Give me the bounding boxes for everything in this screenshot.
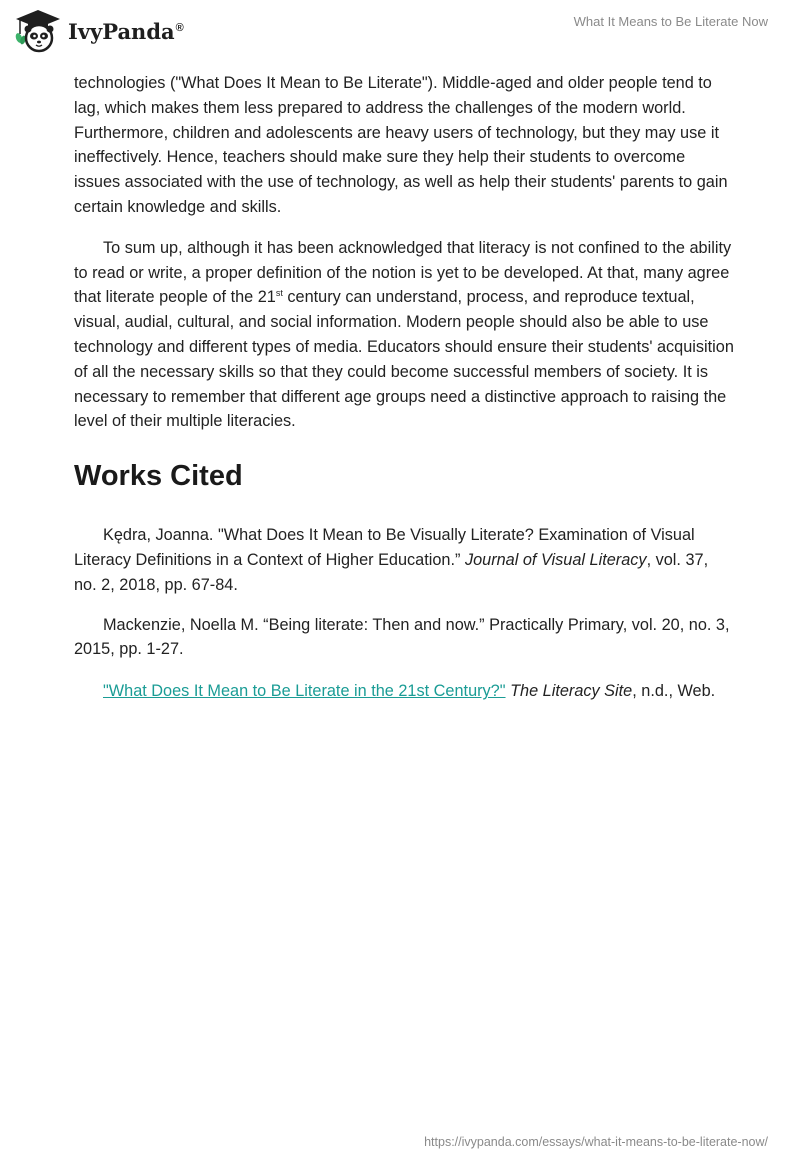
citation-details: , n.d., Web. xyxy=(632,682,716,701)
citation-mackenzie: Mackenzie, Noella M. “Being literate: Then and now.” Practically Primary, vol. 20, no. 3, 2015, pp. 1-27. xyxy=(74,615,730,659)
works-cited-heading: Works Cited xyxy=(74,460,243,493)
panda-graduate-icon xyxy=(14,8,62,54)
citation-literacy-site xyxy=(74,679,734,704)
body-paragraph: technologies ("What Does It Mean to Be Literate"). Middle-aged and older people tend to lag, which makes them less prepared to address the challenges of the modern world. Furthermore, children and adolescents are heavy users of technology, but they may use it ineffectively. Hence, teachers should make sure they help their students to overcome issues associated with the use of technology, as well as help their students' parents to gain certain knowledge and skills. xyxy=(74,74,728,216)
page-header xyxy=(0,0,800,62)
ivypanda-logo[interactable] xyxy=(14,8,184,54)
document-title: What It Means to Be Literate Now xyxy=(573,14,768,29)
conclusion-paragraph xyxy=(74,236,734,434)
citation-site-name: The Literacy Site xyxy=(510,682,633,701)
essay-content xyxy=(74,71,734,704)
citation-kedra xyxy=(74,523,734,597)
citation-link[interactable]: "What Does It Mean to Be Literate in the 21st Century?" xyxy=(103,682,506,701)
citation-details: , vol. 37, no. 2, 2018, pp. 67-84. xyxy=(74,550,709,594)
logo-wordmark xyxy=(68,19,184,44)
citation-text: Kędra, Joanna. "What Does It Mean to Be Visually Literate? Examination of Visual Literacy Definitions in a Context of Higher Education.” xyxy=(74,526,695,569)
conclusion-text-start: To sum up, although it has been acknowledged that literacy is not confined to the ability to read or write, a proper definition of the notion is yet to be developed. At that, many agree that literate people of the 21 xyxy=(74,238,732,307)
conclusion-text-end: century can understand, process, and reproduce textual, visual, audial, cultural, and social information. Modern people should also be able to use technology and different types of media. Educators should ensure their students' acquisition of all the necessary skills so that they could become successful members of society. It is necessary to remember that different age groups need a distinctive approach to raising the level of their multiple literacies. xyxy=(74,288,734,431)
logo-text: IvyPanda xyxy=(68,18,175,44)
citation-journal: Journal of Visual Literacy xyxy=(464,550,647,569)
registered-mark: ® xyxy=(175,21,184,34)
footer-url[interactable]: https://ivypanda.com/essays/what-it-means-to-be-literate-now/ xyxy=(424,1135,768,1149)
ordinal-superscript: st xyxy=(275,288,283,299)
